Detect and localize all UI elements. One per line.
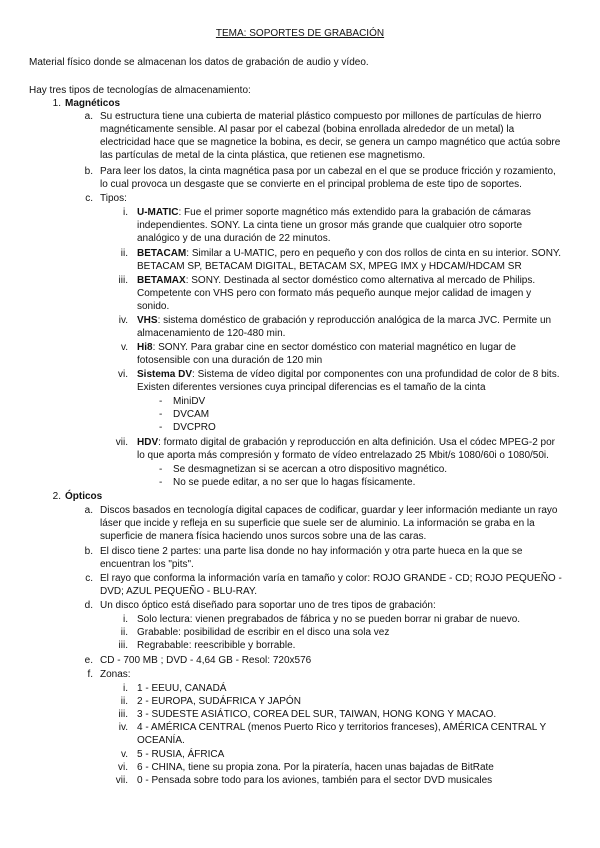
- text-line: Para leer los datos, la cinta magnética pasa por un cabezal en el que se produce fricción y rozamiento,: [100, 166, 556, 177]
- list-marker: iii.: [118, 640, 128, 651]
- text-line: El rayo que conforma la información varía en tamaño y color: ROJO GRANDE - CD; ROJO PEQUEÑO -: [100, 573, 562, 584]
- list-marker: iii.: [118, 709, 128, 720]
- text-line: las partículas de metal de la cinta plástica, que retienen ese magnetismo.: [100, 150, 426, 162]
- dash-bullet: -: [159, 464, 163, 475]
- text-line: electricidad hace que se magnetice la bobina, es decir, se genera un campo magnético que actúa sobre: [100, 137, 561, 149]
- item-text: 0 - Pensada sobre todo para los aviones, también para el sector DVD musicales: [137, 775, 493, 786]
- text-line: sonido.: [137, 301, 170, 313]
- text-line: Competente con VHS pero con formato más pequeño aunque mejor calidad de imagen y: [137, 288, 532, 300]
- list-marker: c.: [85, 193, 93, 204]
- format-name: Hi8: [137, 342, 153, 353]
- item-text: [137, 274, 570, 313]
- list-marker: ii.: [120, 248, 128, 259]
- format-name: VHS: [137, 315, 158, 326]
- item-text: Un disco óptico está diseñado para soportar uno de tres tipos de grabación:: [100, 600, 436, 611]
- item-text: Zonas:: [100, 669, 131, 680]
- hdv-note-text: Se desmagnetizan si se acercan a otro dispositivo magnético.: [173, 464, 448, 475]
- item-text: 5 - RUSIA, ÁFRICA: [137, 749, 225, 760]
- text-line: [137, 436, 570, 449]
- list-marker: i.: [123, 614, 128, 625]
- item-text: [100, 572, 570, 598]
- item-text: [100, 110, 570, 162]
- format-description: : formato digital de grabación y reproducción en alta definición. Usa el códec MPEG-2 por: [158, 437, 556, 448]
- dash-bullet: -: [159, 409, 163, 420]
- item-text: 3 - SUDESTE ASIÁTICO, COREA DEL SUR, TAIWAN, HONG KONG Y MACAO.: [137, 709, 497, 720]
- text-line: Existen diferentes versiones cuya principal diferencias es el tamaño de la cinta: [137, 382, 486, 394]
- list-marker: vii.: [115, 775, 128, 786]
- dash-bullet: -: [159, 477, 163, 488]
- format-description: : SONY. Para grabar cine en sector doméstico con material magnético en lugar de: [152, 342, 516, 353]
- format-name: Sistema DV: [137, 369, 193, 380]
- dv-version-label: MiniDV: [173, 396, 206, 407]
- list-marker: v.: [120, 749, 128, 760]
- dv-version-label: DVCAM: [173, 409, 210, 420]
- text-line: lo que aporta más compresión y formato de vídeo entrelazado 25 Mbit/s 1080/60i o 1080/50i.: [137, 450, 549, 462]
- item-text: [137, 368, 570, 394]
- format-name: HDV: [137, 437, 159, 448]
- text-line: encuentran los "pits".: [100, 559, 194, 571]
- section-number: 1.: [52, 98, 61, 109]
- item-text: [100, 165, 570, 191]
- list-marker: b.: [84, 546, 93, 557]
- item-text: [137, 247, 570, 273]
- list-marker: ii.: [120, 696, 128, 707]
- item-text: 2 - EUROPA, SUDÁFRICA Y JAPÓN: [137, 696, 301, 707]
- text-line: independientes. SONY. La cinta tiene un grosor más grande que cualquier otro soporte: [137, 220, 523, 232]
- list-marker: v.: [120, 342, 128, 353]
- text-line: [137, 206, 570, 219]
- text-line: [137, 341, 570, 354]
- item-text: Tipos:: [100, 193, 127, 204]
- list-marker: ii.: [120, 627, 128, 638]
- text-line: Su estructura tiene una cubierta de material plástico compuesto por millones de partículas de hierro: [100, 111, 542, 122]
- intro-paragraph: Material físico donde se almacenan los datos de grabación de audio y vídeo.: [29, 57, 369, 68]
- item-text: Solo lectura: vienen pregrabados de fábrica y no se pueden borrar ni grabar de nuevo.: [137, 614, 521, 625]
- list-marker: e.: [84, 655, 93, 666]
- text-line: OCEANÍA.: [137, 735, 185, 747]
- item-text: Grabable: posibilidad de escribir en el disco una sola vez: [137, 627, 390, 638]
- text-line: lo cual provoca un desgaste que se convierte en el principal problema de este tipo de soportes.: [100, 179, 522, 191]
- format-name: BETACAM: [137, 248, 187, 259]
- text-line: magnéticamente sensible. Al pasar por el cabezal (bobina enrollada alrededor de un metal) la: [100, 124, 515, 136]
- item-text: 6 - CHINA, tiene su propia zona. Por la piratería, hacen unas bajadas de BitRate: [137, 762, 494, 773]
- text-line: [137, 368, 570, 381]
- section-heading: Ópticos: [65, 491, 103, 502]
- dash-bullet: -: [159, 396, 163, 407]
- format-description: : Fue el primer soporte magnético más extendido para la grabación de cámaras: [178, 207, 531, 218]
- section-number: 2.: [52, 491, 61, 502]
- item-text: [100, 545, 570, 571]
- text-line: Discos basados en tecnología digital capaces de codificar, guardar y leer información mediante un rayo: [100, 505, 558, 516]
- list-marker: vi.: [118, 369, 128, 380]
- format-description: : SONY. Destinada al sector doméstico como alternativa al mercado de Philips.: [185, 275, 536, 286]
- text-line: [137, 274, 570, 287]
- list-marker: iv.: [118, 722, 128, 733]
- format-name: U-MATIC: [137, 207, 179, 218]
- item-text: Regrabable: reescribible y borrable.: [137, 640, 296, 651]
- item-text: [137, 721, 570, 747]
- item-text: [137, 206, 570, 245]
- dv-version-label: DVCPRO: [173, 422, 216, 433]
- format-description: : Sistema de vídeo digital por componentes con una profundidad de color de 8 bits.: [192, 369, 560, 380]
- list-marker: a.: [84, 111, 93, 122]
- hdv-note-text: No se puede editar, a no ser que lo hagas físicamente.: [173, 477, 416, 488]
- format-name: BETAMAX: [137, 275, 186, 286]
- text-line: [137, 314, 570, 327]
- item-text: [137, 314, 570, 340]
- document-title: TEMA: SOPORTES DE GRABACIÓN: [215, 28, 385, 39]
- format-description: : Similar a U-MATIC, pero en pequeño y con dos rollos de cinta en su interior. SONY.: [186, 248, 562, 259]
- item-text: 1 - EEUU, CANADÁ: [137, 683, 227, 694]
- item-text: [100, 504, 570, 543]
- types-intro: Hay tres tipos de tecnologías de almacenamiento:: [29, 85, 251, 96]
- text-line: analógico y de una duración de 22 minutos.: [137, 233, 331, 245]
- list-marker: a.: [84, 505, 93, 516]
- list-marker: vi.: [118, 762, 128, 773]
- list-marker: i.: [123, 207, 128, 218]
- list-marker: d.: [84, 600, 93, 611]
- text-line: El disco tiene 2 partes: una parte lisa donde no hay información y otra parte hueca en la que se: [100, 546, 523, 557]
- text-line: [137, 247, 570, 260]
- text-line: superficie de manera física haciendo unos surcos sobre una de las caras.: [100, 531, 427, 543]
- list-marker: iv.: [118, 315, 128, 326]
- text-line: láser que incide y refleja en su superficie que suele ser de aluminio. La información se graba en la: [100, 518, 535, 530]
- list-marker: i.: [123, 683, 128, 694]
- text-line: almacenamiento de 120-480 min.: [137, 328, 286, 340]
- list-marker: b.: [84, 166, 93, 177]
- list-marker: vii.: [115, 437, 128, 448]
- text-line: 4 - AMÉRICA CENTRAL (menos Puerto Rico y territorios franceses), AMÉRICA CENTRAL Y: [137, 722, 547, 733]
- section-heading: Magnéticos: [65, 98, 121, 109]
- list-marker: iii.: [118, 275, 128, 286]
- item-text: [137, 436, 570, 462]
- text-line: BETACAM SP, BETACAM DIGITAL, BETACAM SX, MPEG IMX y HDCAM/HDCAM SR: [137, 261, 522, 273]
- text-line: DVD; AZUL PEQUEÑO - BLU-RAY.: [100, 586, 258, 598]
- format-description: : sistema doméstico de grabación y reproducción analógica de la marca JVC. Permite un: [157, 315, 552, 326]
- item-text: [137, 341, 570, 367]
- list-marker: f.: [87, 669, 93, 680]
- item-text: CD - 700 MB ; DVD - 4,64 GB - Resol: 720x576: [100, 655, 312, 666]
- list-marker: c.: [85, 573, 93, 584]
- text-line: fotosensible con una duración de 120 min: [137, 355, 323, 367]
- dash-bullet: -: [159, 422, 163, 433]
